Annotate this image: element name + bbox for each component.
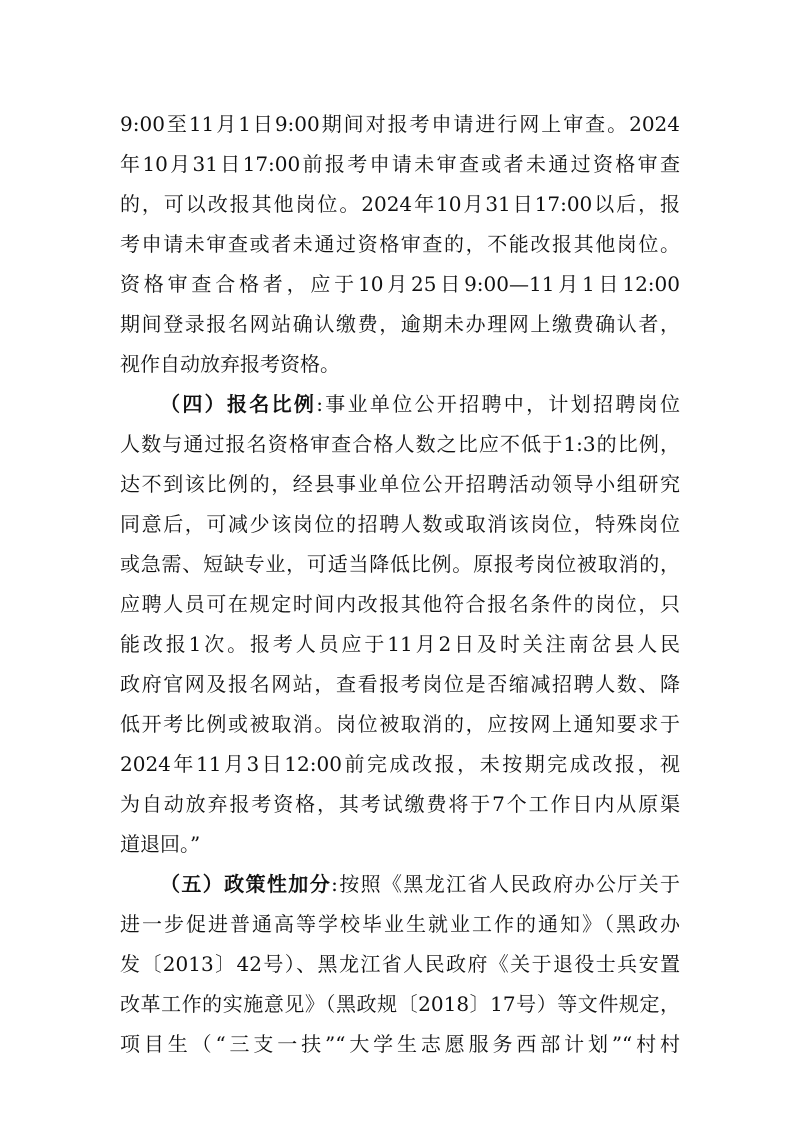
- paragraph-line: 能改报1次。报考人员应于11月2日及时关注南岔县人民: [120, 632, 680, 656]
- paragraph-line: 考申请未审查或者未通过资格审查的，不能改报其他岗位。: [120, 232, 680, 256]
- paragraph-line: 人数与通过报名资格审查合格人数之比应不低于1:3的比例，: [120, 432, 680, 456]
- section-5-heading: （五）政策性加分: [160, 872, 332, 896]
- paragraph-line: 道退回。”: [120, 832, 201, 856]
- paragraph-line: 改革工作的实施意见》（黑政规〔2018〕17号）等文件规定，: [120, 992, 680, 1016]
- section-5-first-text: :按照《黑龙江省人民政府办公厅关于: [331, 872, 680, 896]
- paragraph-line: 2024年11月3日12:00前完成改报，未按期完成改报，视: [120, 752, 680, 776]
- paragraph-line: 年10月31日17:00前报考申请未审查或者未通过资格审查: [120, 152, 680, 176]
- paragraph-line: 9:00至11月1日9:00期间对报考申请进行网上审查。2024: [120, 112, 680, 136]
- paragraph-line: 政府官网及报名网站，查看报考岗位是否缩减招聘人数、降: [120, 672, 680, 696]
- paragraph-line: 项目生（“三支一扶”“大学生志愿服务西部计划”“村村: [120, 1032, 680, 1056]
- paragraph-line: 发〔2013〕42号）、黑龙江省人民政府《关于退役士兵安置: [120, 952, 680, 976]
- paragraph-line: 为自动放弃报考资格，其考试缴费将于7个工作日内从原渠: [120, 792, 680, 816]
- paragraph-line: 达不到该比例的，经县事业单位公开招聘活动领导小组研究: [120, 472, 680, 496]
- paragraph-line: 期间登录报名网站确认缴费，逾期未办理网上缴费确认者，: [120, 312, 680, 336]
- paragraph-line: 进一步促进普通高等学校毕业生就业工作的通知》（黑政办: [120, 912, 680, 936]
- section-4-heading: （四）报名比例: [160, 392, 317, 416]
- paragraph-line: 或急需、短缺专业，可适当降低比例。原报考岗位被取消的，: [120, 552, 680, 576]
- section-4-first-text: :事业单位公开招聘中，计划招聘岗位: [316, 392, 681, 416]
- section-5-first-line: [160, 864, 680, 904]
- paragraph-line: 的，可以改报其他岗位。2024年10月31日17:00以后，报: [120, 192, 680, 216]
- section-4-first-line: [160, 384, 680, 424]
- paragraph-line: 应聘人员可在规定时间内改报其他符合报名条件的岗位，只: [120, 592, 680, 616]
- paragraph-line: 资格审查合格者，应于10月25日9:00—11月1日12:00: [120, 272, 680, 296]
- paragraph-line: 低开考比例或被取消。岗位被取消的，应按网上通知要求于: [120, 712, 680, 736]
- paragraph-line: 视作自动放弃报考资格。: [120, 352, 340, 376]
- paragraph-line: 同意后，可减少该岗位的招聘人数或取消该岗位，特殊岗位: [120, 512, 680, 536]
